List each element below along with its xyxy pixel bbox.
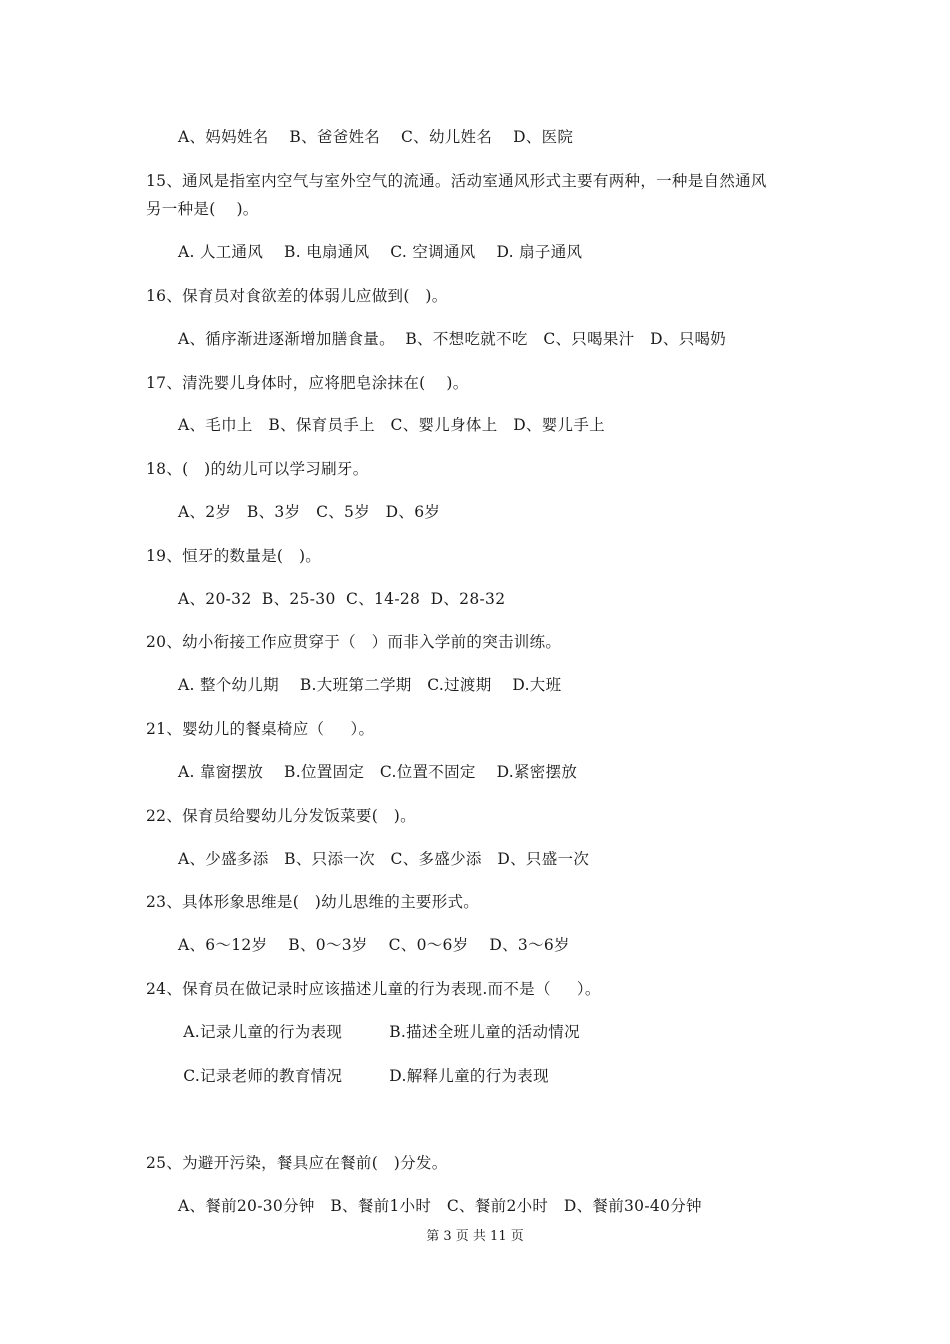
q20-options: A. 整个幼儿期 B.大班第二学期 C.过渡期 D.大班 [178, 676, 562, 694]
q19-text: 19、恒牙的数量是( )。 [146, 547, 322, 565]
q17-options: A、毛巾上 B、保育员手上 C、婴儿身体上 D、婴儿手上 [178, 416, 605, 434]
q16-options: A、循序渐进逐渐增加膳食量。 B、不想吃就不吃 C、只喝果汁 D、只喝奶 [178, 330, 727, 348]
q23-text: 23、具体形象思维是( )幼儿思维的主要形式。 [146, 893, 480, 911]
q15-text-line1: 15、通风是指室内空气与室外空气的流通。活动室通风形式主要有两种，一种是自然通风 [146, 172, 767, 190]
q22-text: 22、保育员给婴幼儿分发饭菜要( )。 [146, 807, 416, 825]
q23-options: A、6～12岁 B、0～3岁 C、0～6岁 D、3～6岁 [178, 936, 570, 954]
q17-text: 17、清洗婴儿身体时，应将肥皂涂抹在( )。 [146, 374, 469, 392]
q20-text: 20、幼小衔接工作应贯穿于（ ）而非入学前的突击训练。 [146, 633, 562, 651]
q25-text: 25、为避开污染，餐具应在餐前( )分发。 [146, 1154, 448, 1172]
page-footer: 第 3 页 共 11 页 [426, 1229, 524, 1244]
q15-options: A. 人工通风 B. 电扇通风 C. 空调通风 D. 扇子通风 [178, 243, 583, 261]
q25-options: A、餐前20-30分钟 B、餐前1小时 C、餐前2小时 D、餐前30-40分钟 [178, 1197, 702, 1215]
q18-text: 18、( )的幼儿可以学习刷牙。 [146, 460, 369, 478]
q24-options-row2: C.记录老师的教育情况 D.解释儿童的行为表现 [178, 1067, 549, 1085]
q24-options-row1: A.记录儿童的行为表现 B.描述全班儿童的活动情况 [178, 1023, 580, 1041]
q21-text: 21、婴幼儿的餐桌椅应（ ）。 [146, 720, 375, 738]
q18-options: A、2岁 B、3岁 C、5岁 D、6岁 [178, 503, 441, 521]
q21-options: A. 靠窗摆放 B.位置固定 C.位置不固定 D.紧密摆放 [178, 763, 578, 781]
q16-text: 16、保育员对食欲差的体弱儿应做到( )。 [146, 287, 448, 305]
q15-text-line2: 另一种是( )。 [146, 200, 259, 218]
q22-options: A、少盛多添 B、只添一次 C、多盛少添 D、只盛一次 [178, 850, 590, 868]
q24-text: 24、保育员在做记录时应该描述儿童的行为表现.而不是（ ）。 [146, 980, 601, 998]
q19-options: A、20-32 B、25-30 C、14-28 D、28-32 [178, 590, 506, 608]
q14-options: A、妈妈姓名 B、爸爸姓名 C、幼儿姓名 D、医院 [178, 128, 574, 146]
